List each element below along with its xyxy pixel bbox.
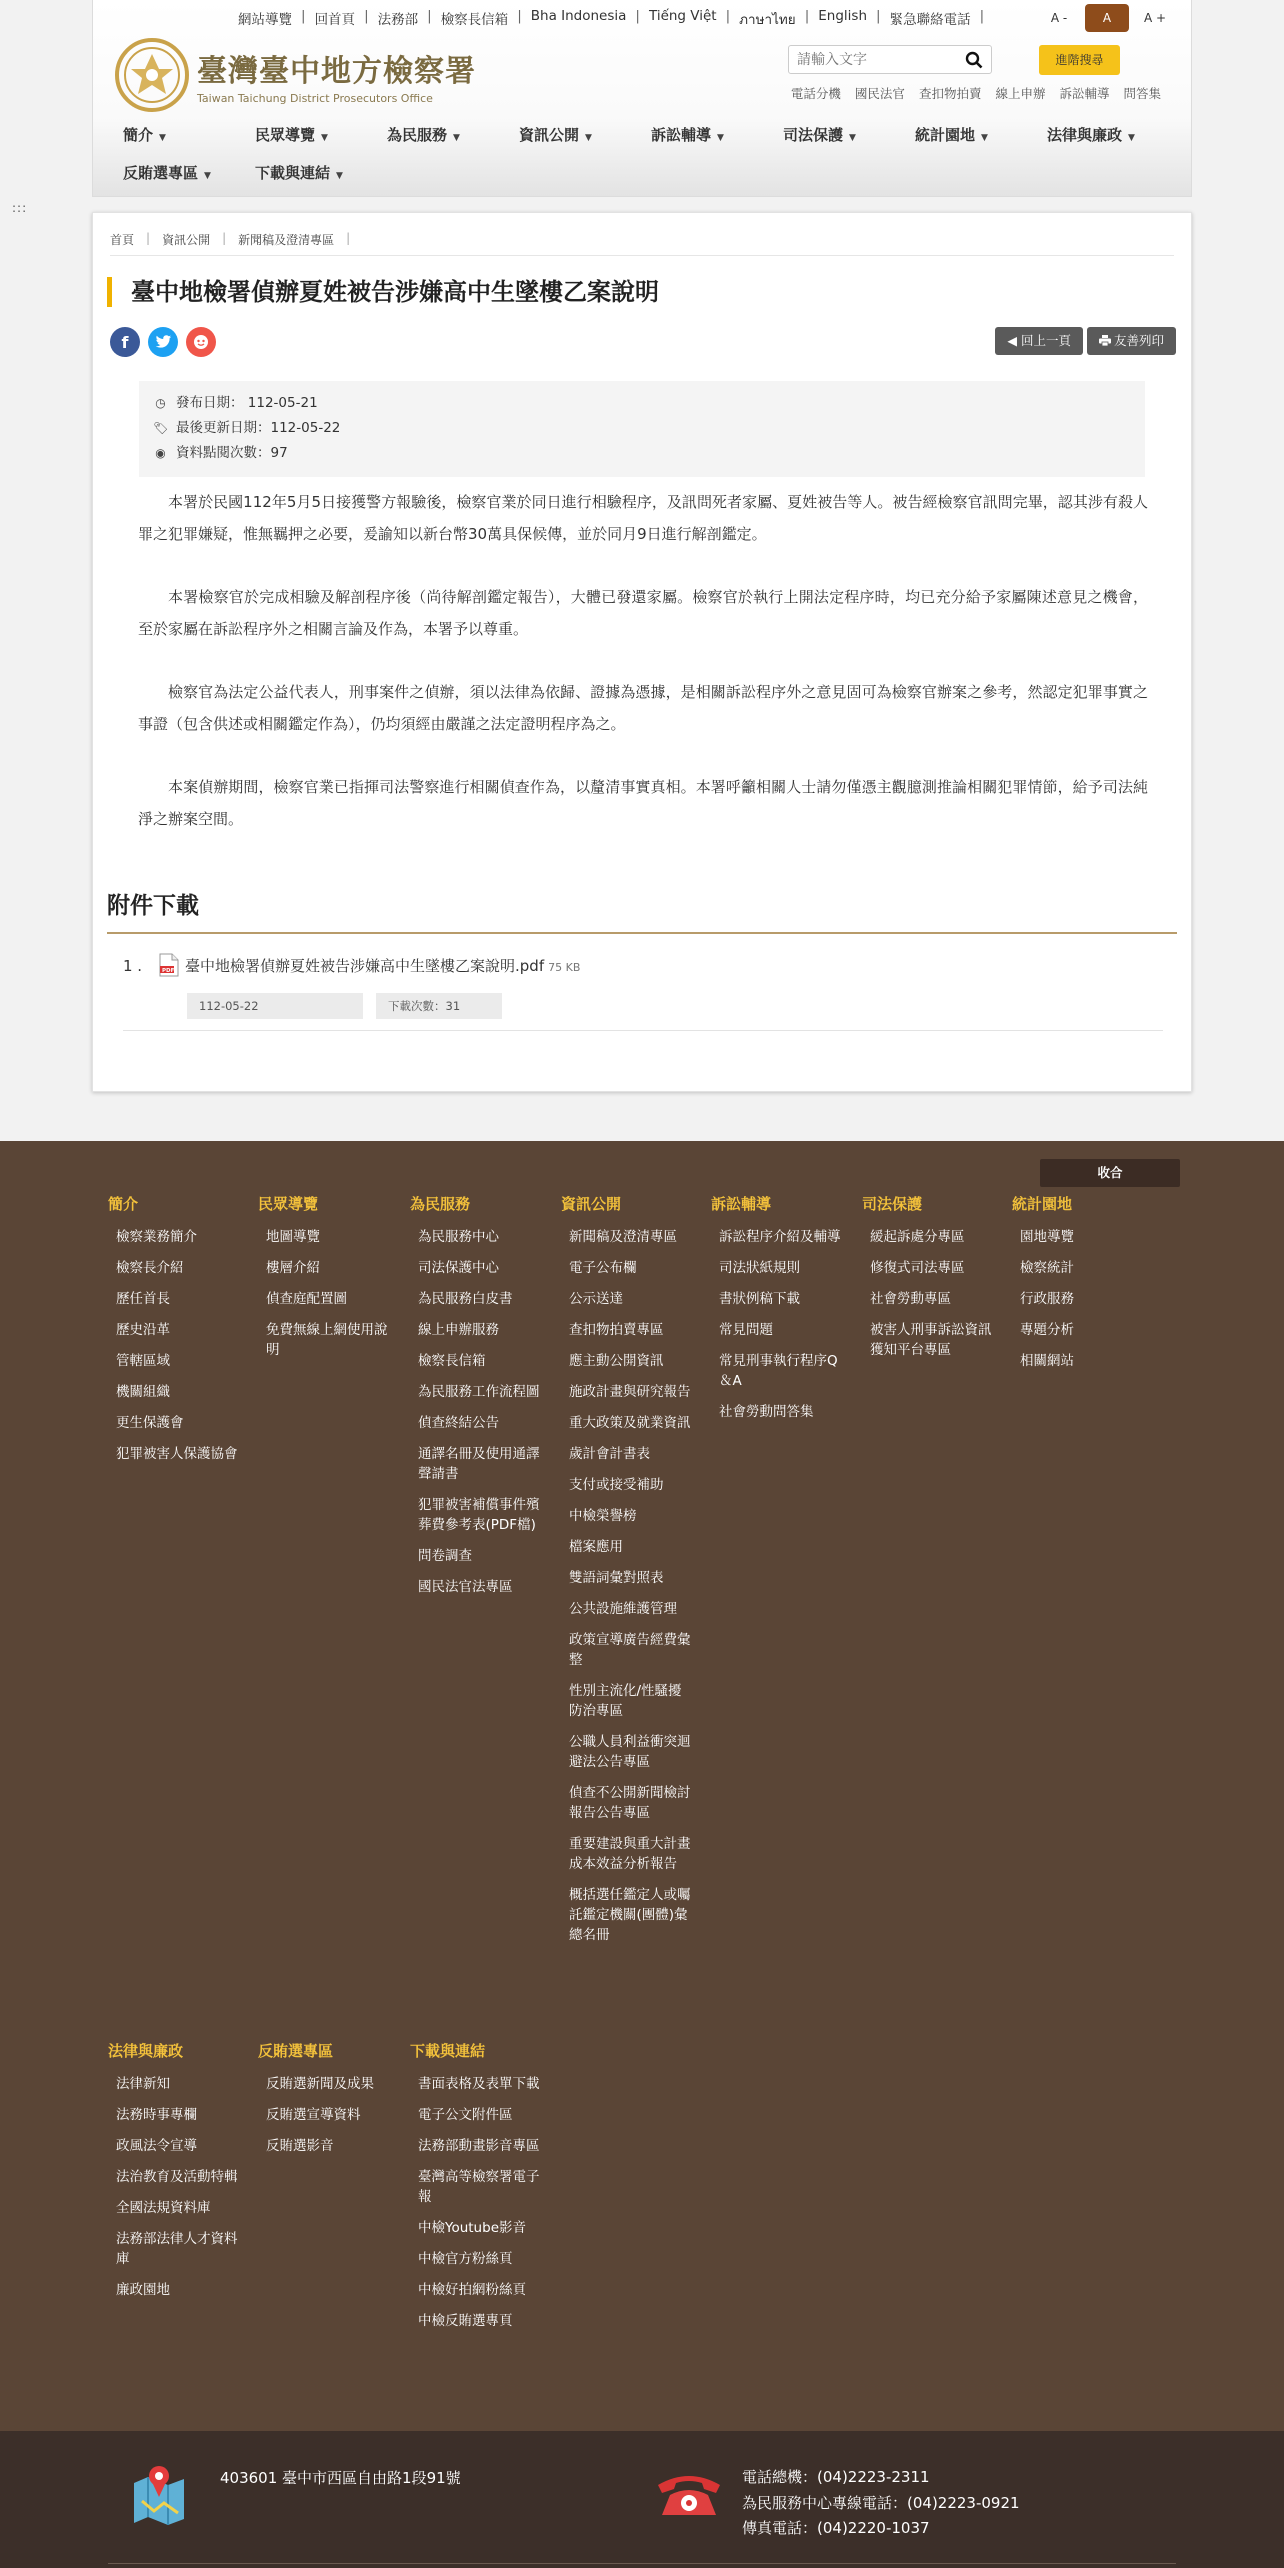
attachment-date: 112-05-22: [187, 993, 363, 1019]
footer-link[interactable]: 社會勞動問答集: [719, 1404, 814, 1420]
footer-link[interactable]: 檢察業務簡介: [116, 1229, 197, 1245]
phone-numbers: [742, 2465, 1020, 2542]
breadcrumb-divider: [110, 255, 1174, 256]
caret-down-icon: ▼: [159, 133, 166, 143]
nav-item-label: 為民服務: [387, 126, 448, 144]
footer-link[interactable]: 更生保護會: [116, 1415, 184, 1431]
footer-link[interactable]: 法務時事專欄: [116, 2107, 197, 2123]
emblem-icon: [113, 36, 191, 114]
footer-link[interactable]: 法務部動畫影音專區: [418, 2138, 540, 2154]
footer-column: [561, 1193, 691, 1956]
attachment-item: [123, 953, 1163, 1031]
footer-column-title[interactable]: 司法保護: [862, 1195, 923, 1213]
footer-column-title[interactable]: 民眾導覽: [258, 1195, 319, 1213]
download-count: 下載次數：31: [376, 993, 502, 1019]
breadcrumb-separator: |: [346, 231, 351, 245]
logo-subtitle: Taiwan Taichung District Prosecutors Office: [197, 91, 433, 105]
footer-link[interactable]: 電子公布欄: [569, 1260, 637, 1276]
share-buttons: [110, 327, 216, 357]
footer-link[interactable]: 應主動公開資訊: [569, 1353, 664, 1369]
view-count: 資料點閱次數：97: [176, 445, 288, 461]
link-separator: |: [635, 8, 640, 24]
link-separator: |: [517, 8, 522, 24]
footer-link[interactable]: 相關網站: [1020, 1353, 1074, 1369]
footer-link[interactable]: 常見刑事執行程序Q＆A: [719, 1353, 838, 1389]
nav-item[interactable]: [235, 116, 367, 154]
footer-column-title[interactable]: 反賄選專區: [258, 2042, 334, 2060]
top-links: [238, 8, 993, 30]
footer-link[interactable]: 政策宣導廣告經費彙整: [569, 1632, 691, 1668]
footer-link[interactable]: 偵查庭配置圖: [266, 1291, 347, 1307]
footer-link[interactable]: 支付或接受補助: [569, 1477, 664, 1493]
footer-link[interactable]: 線上申辦服務: [418, 1322, 499, 1338]
footer-link[interactable]: 地圖導覽: [266, 1229, 320, 1245]
footer-column: [108, 2040, 238, 2311]
footer-link[interactable]: 樓層介紹: [266, 1260, 320, 1276]
nav-item-label: 訴訟輔導: [651, 126, 712, 144]
nav-item-label: 資訊公開: [519, 126, 580, 144]
nav-item-label: 簡介: [123, 126, 154, 144]
caret-down-icon: ▼: [981, 133, 988, 143]
footer-column: [862, 1193, 992, 1371]
print-button[interactable]: [1087, 327, 1176, 355]
footer-link[interactable]: 中檢官方粉絲頁: [418, 2251, 513, 2267]
caret-down-icon: ▼: [717, 133, 724, 143]
footer-link[interactable]: 歷任首長: [116, 1291, 170, 1307]
nav-item[interactable]: [235, 154, 367, 192]
update-date: 最後更新日期：112-05-22: [176, 420, 341, 436]
footer-link[interactable]: 問卷調查: [418, 1548, 472, 1564]
nav-item-label: 司法保護: [783, 126, 844, 144]
footer-link[interactable]: 重要建設與重大計畫成本效益分析報告: [569, 1836, 691, 1872]
footer-column: [258, 2040, 388, 2167]
footer-link[interactable]: 常見問題: [719, 1322, 773, 1338]
map-pin-icon: [128, 2463, 190, 2525]
footer-link[interactable]: 專題分析: [1020, 1322, 1074, 1338]
caret-down-icon: ▼: [1128, 133, 1135, 143]
fax-number: 傳真電話：(04)2220-1037: [742, 2519, 930, 2537]
footer-column-title[interactable]: 資訊公開: [561, 1195, 622, 1213]
breadcrumb-item[interactable]: 首頁: [110, 233, 135, 247]
footer-link[interactable]: 新聞稿及澄清專區: [569, 1229, 677, 1245]
site-header: [92, 0, 1192, 197]
quick-link[interactable]: 問答集: [1123, 86, 1161, 101]
footer-divider: [108, 2563, 1176, 2564]
footer-link[interactable]: 國民法官法專區: [418, 1579, 513, 1595]
top-link[interactable]: English: [818, 8, 868, 24]
footer-column-title[interactable]: 法律與廉政: [108, 2042, 184, 2060]
footer-link[interactable]: 司法狀紙規則: [719, 1260, 800, 1276]
link-separator: |: [979, 8, 985, 24]
footer-link[interactable]: 偵查終結公告: [418, 1415, 499, 1431]
phone-main: 電話總機：(04)2223-2311: [742, 2468, 930, 2486]
caret-down-icon: ▼: [321, 133, 328, 143]
facebook-share-icon[interactable]: f: [110, 327, 140, 357]
footer-link[interactable]: 被害人刑事訴訟資訊獲知平台專區: [870, 1322, 992, 1358]
footer-link[interactable]: 書面表格及表單下載: [418, 2076, 540, 2092]
font-size-button[interactable]: A: [1085, 4, 1129, 32]
footer-link[interactable]: 反賄選影音: [266, 2138, 334, 2154]
footer-link[interactable]: 為民服務工作流程圖: [418, 1384, 540, 1400]
link-separator: |: [427, 8, 432, 24]
link-separator: |: [301, 8, 306, 24]
footer-link[interactable]: 法務部法律人才資料庫: [116, 2231, 238, 2267]
office-address: 403601 臺中市西區自由路1段91號: [220, 2469, 461, 2487]
top-link[interactable]: Bha Indonesia: [530, 8, 627, 24]
footer-link[interactable]: 為民服務白皮書: [418, 1291, 513, 1307]
footer-link[interactable]: 中檢Youtube影音: [418, 2220, 526, 2236]
font-size-switcher: [1037, 4, 1177, 32]
breadcrumb: [110, 231, 362, 248]
nav-item[interactable]: [367, 116, 499, 154]
svg-text:PDF: PDF: [162, 968, 175, 974]
top-link[interactable]: 回首頁: [314, 12, 356, 28]
nav-item[interactable]: [103, 154, 235, 192]
footer-link[interactable]: 公示送達: [569, 1291, 623, 1307]
footer-link[interactable]: 通譯名冊及使用通譯聲請書: [418, 1446, 540, 1482]
footer-link[interactable]: 司法保護中心: [418, 1260, 499, 1276]
footer-link[interactable]: 全國法規資料庫: [116, 2200, 211, 2216]
footer-column: [711, 1193, 841, 1433]
quick-link[interactable]: 訴訟輔導: [1059, 86, 1110, 101]
quick-link[interactable]: 國民法官: [854, 86, 905, 101]
font-size-button[interactable]: A -: [1050, 11, 1068, 25]
caret-down-icon: ▼: [204, 171, 211, 181]
footer-column: [410, 1193, 540, 1608]
footer-link[interactable]: 檢察統計: [1020, 1260, 1074, 1276]
footer-link[interactable]: 公共設施維護管理: [569, 1601, 677, 1617]
search-input[interactable]: [789, 46, 959, 73]
top-link[interactable]: Tiếng Việt: [648, 8, 717, 24]
nav-item[interactable]: [499, 116, 631, 154]
footer-link[interactable]: 中檢好拍網粉絲頁: [418, 2282, 526, 2298]
footer-link[interactable]: 機關組織: [116, 1384, 170, 1400]
collapse-button[interactable]: 收合: [1040, 1159, 1180, 1187]
footer-contact: [0, 2431, 1284, 2568]
print-label: 友善列印: [1113, 333, 1164, 348]
footer-column-title[interactable]: 簡介: [108, 1195, 139, 1213]
footer-link[interactable]: 書狀例稿下載: [719, 1291, 800, 1307]
footer-link[interactable]: 管轄區域: [116, 1353, 170, 1369]
link-separator: |: [804, 8, 810, 24]
breadcrumb-separator: |: [146, 231, 151, 245]
printer-icon: [1099, 335, 1111, 346]
footer-link[interactable]: 歷史沿革: [116, 1322, 170, 1338]
footer-link[interactable]: 行政服務: [1020, 1291, 1074, 1307]
top-link[interactable]: ภาษาไทย: [739, 12, 796, 28]
footer-link[interactable]: 重大政策及就業資訊: [569, 1415, 691, 1431]
footer-link[interactable]: 檢察長信箱: [418, 1353, 486, 1369]
back-label: 回上一頁: [1020, 333, 1071, 348]
top-link[interactable]: 網站導覽: [238, 12, 292, 28]
footer-link[interactable]: 偵查不公開新聞檢討報告公告專區: [569, 1785, 691, 1821]
footer-link[interactable]: 反賄選新聞及成果: [266, 2076, 374, 2092]
footer-link[interactable]: 歲計會計書表: [569, 1446, 650, 1462]
phone-service: 為民服務中心專線電話：(04)2223-0921: [742, 2493, 1020, 2512]
link-separator: |: [876, 8, 881, 24]
page-title: 臺中地檢署偵辦夏姓被告涉嫌高中生墜樓乙案說明: [107, 277, 659, 307]
footer-column: [1012, 1193, 1142, 1382]
attachments-heading: 附件下載: [107, 887, 1177, 934]
footer-link[interactable]: 查扣物拍賣專區: [569, 1322, 664, 1338]
twitter-share-icon[interactable]: [148, 327, 178, 357]
quick-link[interactable]: 查扣物拍賣: [918, 86, 982, 101]
clock-icon: ◷: [155, 396, 166, 410]
footer-link[interactable]: 電子公文附件區: [418, 2107, 513, 2123]
footer-link[interactable]: 免費無線上網使用說明: [266, 1322, 388, 1358]
breadcrumb-item[interactable]: 新聞稿及澄清專區: [238, 233, 335, 247]
footer-link[interactable]: 臺灣高等檢察署電子報: [418, 2169, 540, 2205]
footer-link[interactable]: 中檢反賄選專頁: [418, 2313, 513, 2329]
main-content: [92, 212, 1192, 1092]
article-paragraph: 檢察官為法定公益代表人，刑事案件之偵辦，須以法律為依歸、證據為憑據，是相關訴訟程序外之意見固可為檢察官辦案之參考，然認定犯罪事實之事證（包含供述或相關鑑定作為），仍均須經由嚴謹之法定證明程序為之。: [138, 683, 1148, 733]
search-box: [788, 45, 992, 74]
caret-down-icon: ▼: [336, 171, 343, 181]
caret-down-icon: ▼: [849, 133, 856, 143]
quick-link[interactable]: 線上申辦: [995, 86, 1046, 101]
article-paragraph: 本案偵辦期間，檢察官業已指揮司法警察進行相關偵查作為，以釐清事實真相。本署呼籲相關人士請勿僅憑主觀臆測推論相關犯罪情節，給予司法純淨之辦案空間。: [138, 778, 1148, 828]
nav-item-label: 民眾導覽: [255, 126, 316, 144]
top-link[interactable]: 檢察長信箱: [440, 12, 509, 28]
nav-item[interactable]: [895, 116, 1027, 154]
footer-link[interactable]: 訴訟程序介紹及輔導: [719, 1229, 841, 1245]
top-link[interactable]: 緊急聯絡電話: [889, 12, 971, 28]
nav-item[interactable]: [103, 116, 235, 154]
nav-item[interactable]: [631, 116, 763, 154]
quick-links: [791, 84, 1161, 102]
caret-down-icon: ▼: [585, 133, 592, 143]
footer-link[interactable]: 政風法令宣導: [116, 2138, 197, 2154]
footer-link[interactable]: 檢察長介紹: [116, 1260, 184, 1276]
attachment-size: 75 KB: [548, 961, 581, 974]
nav-item-label: 反賄選專區: [123, 164, 199, 182]
article-paragraph: 本署於民國112年5月5日接獲警方報驗後，檢察官業於同日進行相驗程序，及訊問死者家屬、夏姓被告等人。被告經檢察官訊問完畢，認其涉有殺人罪之犯罪嫌疑，惟無羈押之必要，爰諭知以新台幣30萬具保候傳，並於同月9日進行解剖鑑定。: [138, 493, 1148, 543]
footer-link[interactable]: 概括選任鑑定人或囑託鑑定機關(團體)彙總名冊: [569, 1887, 691, 1943]
main-nav: [93, 116, 1191, 192]
accesskey-side[interactable]: :::: [12, 201, 28, 215]
article-body: [138, 487, 1148, 867]
article-paragraph: 本署檢察官於完成相驗及解剖程序後（尚待解剖鑑定報告），大體已發還家屬。檢察官於執行上開法定程序時，均已充分給予家屬陳述意見之機會，至於家屬在訴訟程序外之相關言論及作為，本署予以尊重。: [138, 588, 1148, 638]
logo-title: 臺灣臺中地方檢察署: [197, 53, 476, 89]
footer-link[interactable]: 性別主流化/性騷擾防治專區: [569, 1683, 682, 1719]
footer-column-title[interactable]: 統計園地: [1012, 1195, 1073, 1213]
footer-link[interactable]: 法治教育及活動特輯: [116, 2169, 238, 2185]
publish-date: 發布日期： 112-05-21: [176, 395, 318, 411]
footer-link[interactable]: 中檢榮譽榜: [569, 1508, 637, 1524]
search-icon[interactable]: [965, 51, 983, 69]
nav-item[interactable]: [763, 116, 895, 154]
back-arrow-icon: ◀: [1007, 333, 1021, 348]
footer-link[interactable]: 犯罪被害補償事件殯葬費參考表(PDF檔): [418, 1497, 540, 1533]
footer-column-title[interactable]: 下載與連結: [410, 2042, 486, 2060]
attachment-number: 1 .: [123, 957, 143, 975]
footer-column: [108, 1193, 238, 1475]
attachment-link[interactable]: [185, 955, 580, 976]
pdf-file-icon: [159, 953, 179, 977]
footer-column: [258, 1193, 388, 1371]
footer-column-title[interactable]: 為民服務: [410, 1195, 471, 1213]
advanced-search-button[interactable]: 進階搜尋: [1039, 45, 1120, 75]
breadcrumb-item[interactable]: 資訊公開: [162, 233, 211, 247]
quick-link[interactable]: 電話分機: [790, 86, 841, 101]
footer-link[interactable]: 修復式司法專區: [870, 1260, 965, 1276]
attachment-name: 臺中地檢署偵辦夏姓被告涉嫌高中生墜樓乙案說明.pdf: [185, 957, 545, 975]
top-link[interactable]: 法務部: [377, 12, 419, 28]
footer-link[interactable]: 法律新知: [116, 2076, 170, 2092]
breadcrumb-separator: |: [222, 231, 227, 245]
nav-item-label: 法律與廉政: [1047, 126, 1123, 144]
footer-link[interactable]: 檔案應用: [569, 1539, 623, 1555]
font-size-button[interactable]: A +: [1143, 11, 1167, 25]
footer-sitemap: [0, 1141, 1284, 2431]
footer-link[interactable]: 廉政園地: [116, 2282, 170, 2298]
footer-link[interactable]: 犯罪被害人保護協會: [116, 1446, 238, 1462]
footer-link[interactable]: 施政計畫與研究報告: [569, 1384, 691, 1400]
page-actions: [995, 327, 1176, 355]
nav-item[interactable]: [1027, 116, 1147, 154]
site-logo[interactable]: [113, 36, 476, 114]
nav-item-label: 統計園地: [915, 126, 976, 144]
link-separator: |: [725, 8, 731, 24]
link-separator: |: [364, 8, 369, 24]
nav-item-label: 下載與連結: [255, 164, 331, 182]
back-button[interactable]: [995, 327, 1083, 355]
footer-column-title[interactable]: 訴訟輔導: [711, 1195, 772, 1213]
eye-icon: ◉: [155, 446, 166, 460]
caret-down-icon: ▼: [453, 133, 460, 143]
telephone-icon: [654, 2471, 724, 2519]
footer-link[interactable]: 反賄選宣導資料: [266, 2107, 361, 2123]
article-meta: [139, 381, 1145, 477]
tag-icon: 🏷: [153, 421, 169, 435]
footer-link[interactable]: 為民服務中心: [418, 1229, 499, 1245]
footer-link[interactable]: 雙語詞彙對照表: [569, 1570, 664, 1586]
footer-link[interactable]: 公職人員利益衝突迴避法公告專區: [569, 1734, 691, 1770]
footer-link[interactable]: 社會勞動專區: [870, 1291, 951, 1307]
footer-link[interactable]: 緩起訴處分專區: [870, 1229, 965, 1245]
footer-column: [410, 2040, 540, 2342]
plurk-share-icon[interactable]: [186, 327, 216, 357]
footer-link[interactable]: 園地導覽: [1020, 1229, 1074, 1245]
